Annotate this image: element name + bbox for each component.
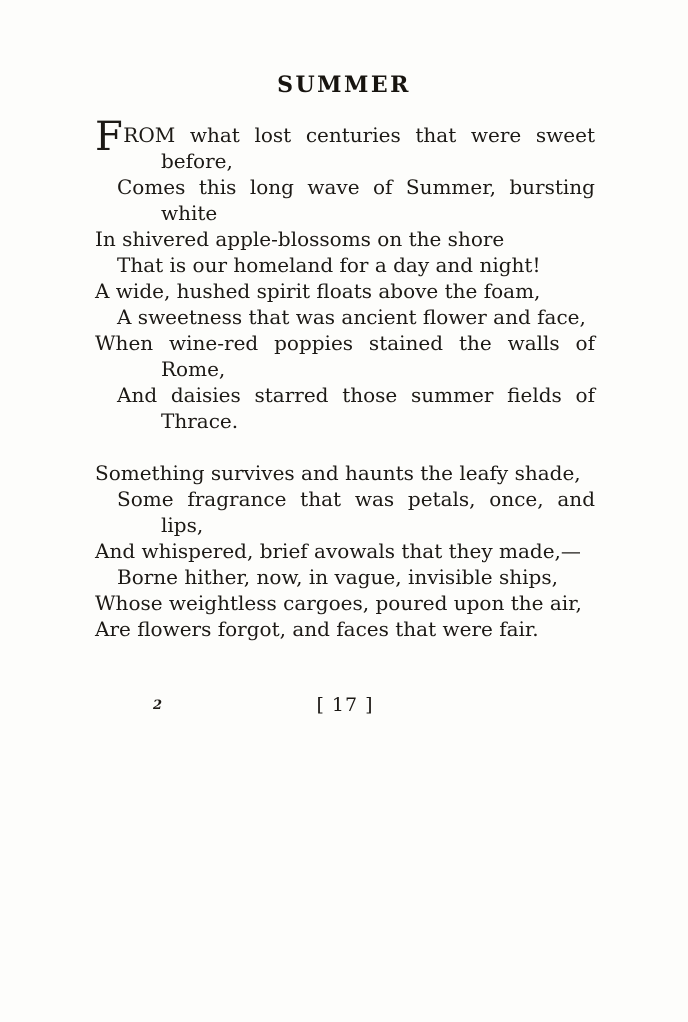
poem-line	[95, 114, 595, 160]
poem-line: Whose weightless cargoes, poured upon the air,	[95, 591, 582, 615]
poem-line: And daisies starred those summer fields of	[117, 383, 595, 407]
poem-line: Borne hither, now, in vague, invisible ships,	[117, 565, 558, 589]
page-number: [ 17 ]	[316, 694, 374, 716]
poem-line: And whispered, brief avowals that they made,—	[95, 539, 581, 563]
poem-line: That is our homeland for a day and night!	[117, 253, 541, 277]
poem-line: white	[161, 201, 218, 225]
page-footer	[95, 694, 595, 716]
poem-line: Some fragrance that was petals, once, and	[117, 487, 595, 511]
poem-body	[95, 114, 595, 642]
poem-line: Something survives and haunts the leafy shade,	[95, 461, 581, 485]
poem-line: before,	[161, 149, 233, 173]
poem-line: A sweetness that was ancient flower and face,	[117, 305, 586, 329]
poem-line: In shivered apple-blossoms on the shore	[95, 227, 505, 251]
signature-mark: 2	[153, 698, 163, 713]
poem-line: A wide, hushed spirit floats above the foam,	[95, 279, 541, 303]
poem-line: When wine-red poppies stained the walls of	[95, 331, 595, 355]
drop-cap-initial: F	[95, 114, 124, 160]
poem-line: Comes this long wave of Summer, bursting	[117, 175, 595, 199]
poem-line: lips,	[161, 513, 204, 537]
poem-title: SUMMER	[277, 72, 411, 98]
poem-line: Are flowers forgot, and faces that were fair.	[95, 617, 539, 641]
stanza-2	[95, 460, 595, 642]
stanza-1	[95, 114, 595, 434]
poem-line: Thrace.	[161, 409, 239, 433]
poem-line-text: ROM what lost centuries that were sweet	[123, 123, 595, 147]
poem-line: Rome,	[161, 357, 226, 381]
